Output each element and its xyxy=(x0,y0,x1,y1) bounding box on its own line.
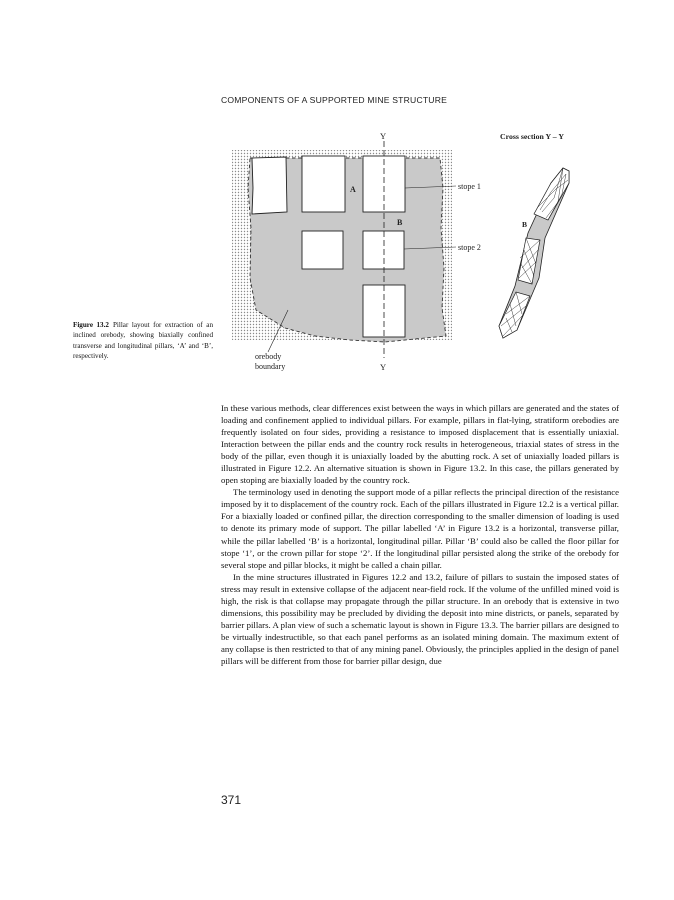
label-boundary: boundary xyxy=(255,362,286,371)
label-pillar-b: B xyxy=(397,218,403,227)
paragraph-2: The terminology used in denoting the support mode of a pillar reflects the principal direction of the resistance imposed by it to displacement of the country rock. Each of the pillars illustrated in Figure 12.2 is a vertical pillar. For a biaxially loaded or confined pillar, the direction corresponding to the smaller dimension of loading is used to denote its primary mode of support. The pillar labelled ‘A’ in Figure 13.2 is a horizontal, transverse pillar, while the pillar labelled ‘B’ is a horizontal, longitudinal pillar. Pillar ‘B’ could also be called the floor pillar for stope ‘1’, or the crown pillar for stope ‘2’. If the longitudinal pillar persisted along the strike of the orebody for several stope and pillar blocks, it might be called a chain pillar. xyxy=(221,487,619,570)
body-text xyxy=(221,402,619,667)
caption-label: Figure 13.2 xyxy=(73,321,109,329)
label-pillar-a: A xyxy=(350,185,356,194)
page-number: 371 xyxy=(221,793,242,807)
label-stope-1: stope 1 xyxy=(458,182,481,191)
pillar-layout-diagram xyxy=(210,128,630,378)
label-y-bottom: Y xyxy=(380,362,387,372)
paragraph-1: In these various methods, clear differences exist between the ways in which pillars are generated and the states of loading and confinement applied to individual pillars. For example, pillars in flat-lying, stratiform orebodies are frequently isolated on four sides, providing a resistance to imposed displacement that is essentially uniaxial. Interaction between the pillar ends and the country rock results in heterogeneous, triaxial states of stress in the body of the pillar, even though it is uniaxially loaded by the abutting rock. A set of uniaxially loaded pillars is illustrated in Figure 12.2. An alternative situation is shown in Figure 13.2. In this case, the pillars generated by open stoping are biaxially loaded by the country rock. xyxy=(221,403,619,486)
label-stope-2: stope 2 xyxy=(458,243,481,252)
section-label-b: B xyxy=(522,220,528,229)
figure-caption xyxy=(73,320,213,362)
stope-r2c2 xyxy=(302,231,343,269)
paragraph-3: In the mine structures illustrated in Figures 12.2 and 13.2, failure of pillars to sustain the imposed states of stress may result in extensive collapse of the adjacent near-field rock. If the volume of the unfilled mined void is high, the risk is that collapse may propagate through the pillar structure. In an orebody that is extensive in two dimensions, this possibility may be precluded by dividing the deposit into mine districts, or panels, separated by barrier pillars. A plan view of such a schematic layout is shown in Figure 13.3. The barrier pillars are designed to be virtually indestructible, so that each panel performs as an isolated mining domain. The maximum extent of any collapse is then restricted to that of any mining panel. Obviously, the principles applied in the design of panel pillars will be different from those for barrier pillar design, due xyxy=(221,571,619,666)
caption-text: Pillar layout for extraction of an inclined orebody, showing biaxially confined transverse and longitudinal pillars, ‘A’ and ‘B’, respectively. xyxy=(73,321,213,361)
cross-section-title: Cross section Y – Y xyxy=(500,132,564,141)
cross-section-y-y xyxy=(499,168,569,338)
stope-r1c2 xyxy=(302,156,345,212)
stope-r1c1 xyxy=(252,157,287,214)
label-orebody: orebody xyxy=(255,352,282,361)
label-y-top: Y xyxy=(380,131,387,141)
stope-r3c3 xyxy=(363,285,405,337)
figure-13-2 xyxy=(210,128,630,378)
running-head: COMPONENTS OF A SUPPORTED MINE STRUCTURE xyxy=(221,95,448,105)
stope-r2c3 xyxy=(363,231,404,269)
